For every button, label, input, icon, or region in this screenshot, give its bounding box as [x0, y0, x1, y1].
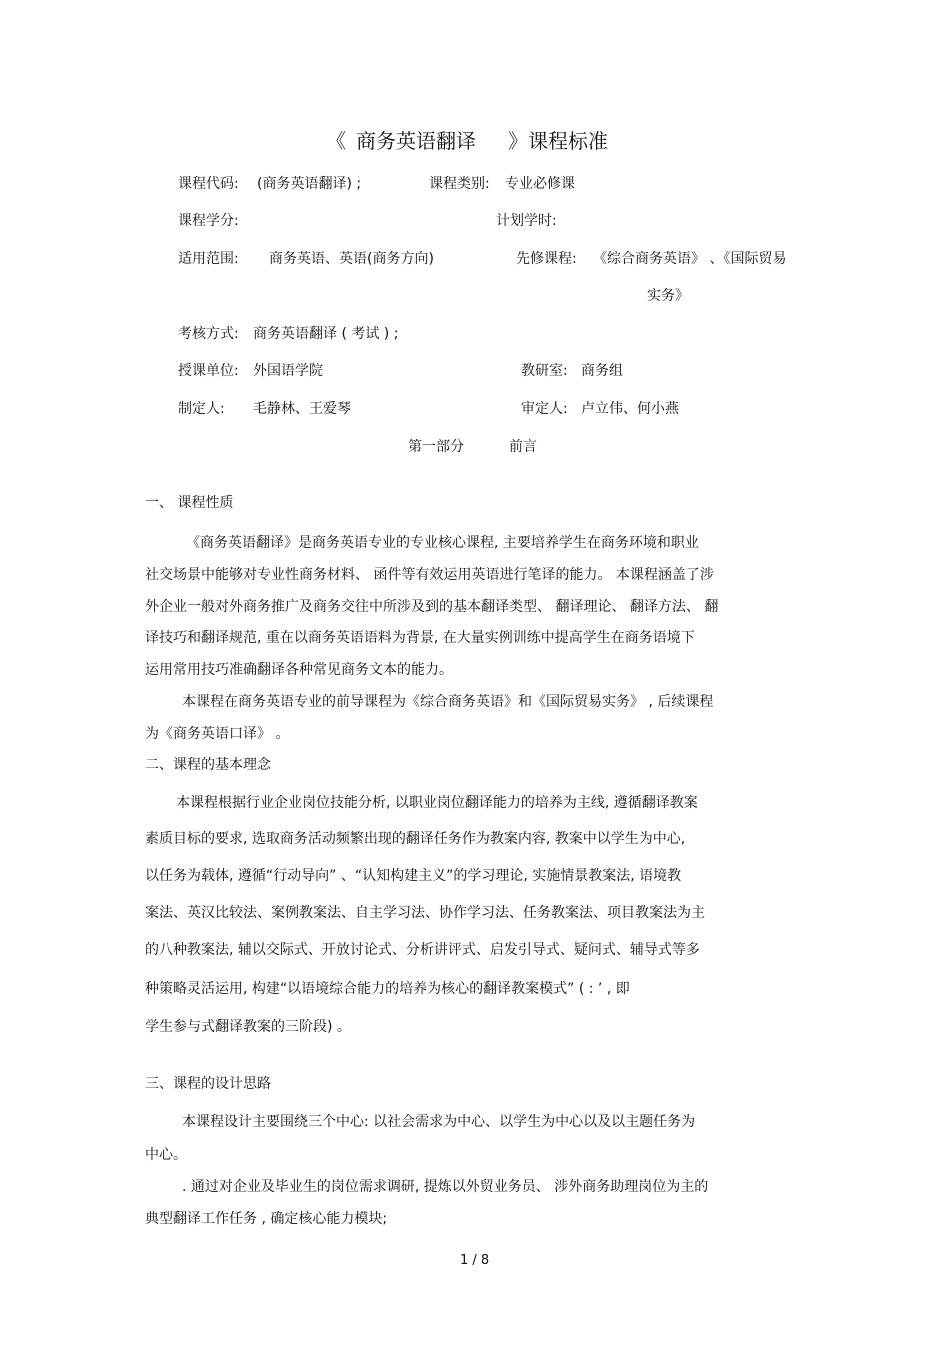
page-title: 商务英语翻译 [356, 129, 476, 153]
section-1-line: 运用常用技巧准确翻译各种常见商务文本的能力。 [145, 662, 453, 678]
reviewer-value: 卢立伟、何小燕 [581, 401, 679, 417]
hours-label: 计划学时: [496, 213, 557, 229]
office-value: 商务组 [581, 363, 623, 379]
section-2-line: 案法、英汉比较法、案例教案法、自主学习法、协作学习法、任务教案法、项目教案法为主 [145, 905, 705, 921]
section-2-line: 本课程根据行业企业岗位技能分析, 以职业岗位翻译能力的培养为主线, 遵循翻译教案 [176, 795, 698, 811]
credit-label: 课程学分: [178, 213, 239, 229]
section-2-line: 的八种教案法, 辅以交际式、开放讨论式、分析讲评式、启发引导式、疑问式、辅导式等多 [145, 942, 700, 958]
section-1-line: 本课程在商务英语专业的前导课程为《综合商务英语》和《国际贸易实务》 , 后续课程 [182, 694, 714, 710]
course-code-value: (商务英语翻译) ; [257, 176, 362, 192]
section-1-line: 外企业一般对外商务推广及商务交往中所涉及到的基本翻译类型、 翻译理论、 翻译方法、 翻 [145, 599, 719, 615]
course-type-label: 课程类别: [429, 176, 490, 192]
prereq-value-cont: 实务》 [647, 288, 689, 304]
section-3-heading: 三、课程的设计思路 [145, 1076, 271, 1092]
section-1-heading: 一、 课程性质 [145, 495, 234, 511]
part-title-number: 第一部分 [408, 439, 464, 455]
unit-value: 外国语学院 [253, 363, 323, 379]
section-3-line: 中心。 [145, 1147, 187, 1163]
assess-label: 考核方式: [178, 326, 239, 342]
scope-label: 适用范围: [178, 251, 239, 267]
course-code-label: 课程代码: [178, 176, 239, 192]
page-number: 1 / 8 [460, 1253, 490, 1268]
section-2-heading: 二、课程的基本理念 [145, 757, 271, 773]
title-open-bracket: 《 [326, 129, 346, 153]
part-title-name: 前言 [509, 439, 537, 455]
section-2-line: 素质目标的要求, 选取商务活动频繁出现的翻译任务作为教案内容, 教案中以学生为中心, [145, 831, 686, 847]
prereq-label: 先修课程: [516, 251, 577, 267]
author-value: 毛静林、王爱琴 [253, 401, 351, 417]
section-3-line: 本课程设计主要围绕三个中心: 以社会需求为中心、以学生为中心以及以主题任务为 [182, 1114, 696, 1130]
prereq-value: 《综合商务英语》 、《国际贸易 [593, 251, 787, 267]
office-label: 教研室: [521, 363, 568, 379]
unit-label: 授课单位: [178, 363, 239, 379]
title-suffix: 》课程标准 [508, 129, 608, 153]
course-type-value: 专业必修课 [505, 176, 575, 192]
author-label: 制定人: [178, 401, 225, 417]
section-1-line: 《商务英语翻译》是商务英语专业的专业核心课程, 主要培养学生在商务环境和职业 [186, 535, 699, 551]
assess-value: 商务英语翻译 ( 考试 ) ; [253, 326, 399, 342]
reviewer-label: 审定人: [521, 401, 568, 417]
scope-value: 商务英语、英语(商务方向) [269, 251, 434, 267]
section-1-line: 为《商务英语口译》 。 [145, 726, 290, 742]
section-1-line: 社交场景中能够对专业性商务材料、 函件等有效运用英语进行笔译的能力。 本课程涵盖了涉 [145, 567, 714, 583]
section-1-line: 译技巧和翻译规范, 重在以商务英语语料为背景, 在大量实例训练中提高学生在商务语境下 [145, 630, 695, 646]
section-2-line: 以任务为载体, 遵循“行动导向” 、“认知构建主义”的学习理论, 实施情景教案法, 语境教 [145, 868, 682, 884]
section-3-line: 典型翻译工作任务 , 确定核心能力模块; [145, 1211, 388, 1227]
section-2-line: 种策略灵活运用, 构建“以语境综合能力的培养为核心的翻译教案模式” ( : ’ , 即 [145, 981, 630, 997]
section-3-line: . 通过对企业及毕业生的岗位需求调研, 提炼以外贸业务员、 涉外商务助理岗位为主的 [182, 1179, 709, 1195]
section-2-line: 学生参与式翻译教案的三阶段) 。 [145, 1019, 351, 1035]
